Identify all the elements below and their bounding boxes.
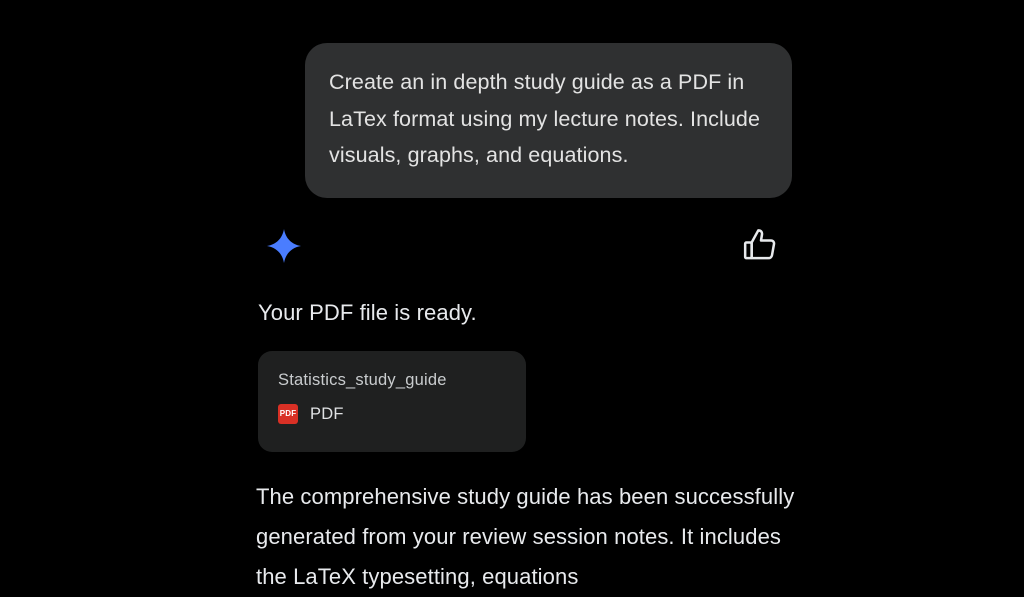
- assistant-response-header: [258, 222, 788, 268]
- pdf-file-card[interactable]: [258, 351, 526, 452]
- gemini-sparkle-icon: [264, 226, 304, 266]
- pdf-file-name: Statistics_study_guide: [278, 371, 447, 389]
- assistant-body-text: The comprehensive study guide has been successfully generated from your review session notes. It includes the LaTeX typesetting, equations: [256, 484, 795, 589]
- pdf-file-type-label: PDF: [310, 404, 344, 423]
- thumbs-up-icon[interactable]: [740, 225, 780, 265]
- user-message-text: Create an in depth study guide as a PDF in LaTex format using my lecture notes. Include visuals, graphs, and equations.: [329, 70, 761, 167]
- pdf-file-meta: [278, 404, 508, 424]
- pdf-file-icon: PDF: [278, 404, 298, 424]
- pdf-ready-text: Your PDF file is ready.: [258, 300, 477, 325]
- user-message-bubble: [305, 43, 792, 198]
